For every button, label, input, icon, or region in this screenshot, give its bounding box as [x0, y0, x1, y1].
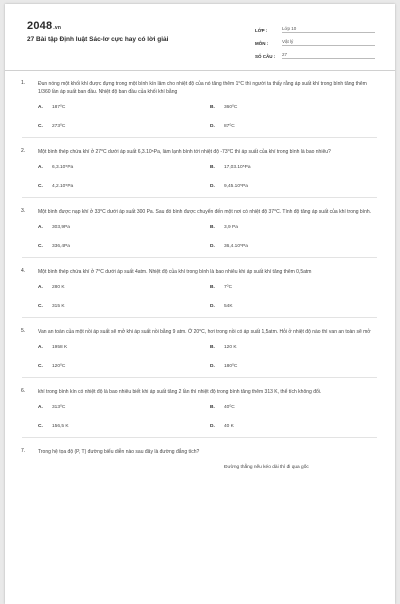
option-letter: D.	[210, 184, 215, 189]
question-number: 6.	[21, 388, 26, 394]
question-item	[5, 80, 395, 138]
option-text: 120 K	[224, 345, 237, 350]
answer-options	[38, 465, 377, 470]
option-letter: B.	[210, 345, 215, 350]
option-letter: C.	[38, 244, 43, 249]
answer-options	[38, 405, 377, 429]
question-item	[5, 448, 395, 470]
document-page	[5, 4, 395, 604]
question-list	[5, 80, 395, 470]
answer-options	[38, 285, 377, 309]
option-text: 156,5 K	[52, 424, 69, 429]
question-text: khí trong bình kín có nhiệt độ là bao nhiêu biết khi áp suất tăng 2 lần thì nhiệt độ trong bình tăng thêm 313 K, thể tích không đổi.	[38, 389, 322, 395]
option-text: 17,03.10⁵Pa	[224, 165, 251, 170]
meta-label: SỐ CÂU :	[255, 54, 276, 59]
answer-option-d[interactable]	[210, 364, 382, 369]
option-text: 120⁰C	[52, 364, 66, 369]
answer-option-a[interactable]	[38, 165, 210, 170]
answer-option-d[interactable]	[210, 184, 382, 189]
header-divider	[5, 70, 395, 71]
option-letter: D.	[210, 124, 215, 129]
option-letter: C.	[38, 184, 43, 189]
answer-option-d[interactable]	[210, 424, 382, 429]
option-letter: A.	[38, 225, 43, 230]
option-text: 273⁰C	[52, 124, 66, 129]
answer-option-a[interactable]	[38, 345, 210, 350]
option-letter: D.	[210, 244, 215, 249]
meta-value: Lớp 10	[282, 26, 375, 33]
question-text: Một bình thép chứa khí ở 27⁰C dưới áp suất 6,3.10⁵Pa, làm lạnh bình tới nhiệt độ -73⁰C thì áp suất của khí trong bình là bao nhiêu?	[38, 149, 331, 155]
meta-label: MÔN :	[255, 41, 269, 46]
answer-option-b[interactable]	[210, 405, 382, 410]
option-letter: B.	[210, 105, 215, 110]
question-divider	[22, 257, 377, 258]
answer-options	[38, 225, 377, 249]
option-letter: D.	[210, 364, 215, 369]
option-letter: C.	[38, 424, 43, 429]
meta-value: 27	[282, 52, 375, 59]
question-text: Van an toàn của một nồi áp suất sẽ mở khi áp suất nồi bằng 9 atm. Ở 20⁰C, hơi trong nồi có áp suất 1,5atm. Hỏi ở nhiệt độ nào thì van an toàn sẽ mở	[38, 329, 371, 335]
option-text: Đường thẳng nếu kéo dài thì đi qua gốc	[224, 465, 309, 470]
option-letter: C.	[38, 304, 43, 309]
answer-option-d[interactable]	[210, 124, 382, 129]
answer-option-a[interactable]	[38, 225, 210, 230]
option-text: 315 K	[52, 304, 65, 309]
option-text: 313⁰C	[52, 405, 66, 410]
option-letter: A.	[38, 345, 43, 350]
answer-options	[38, 345, 377, 369]
meta-label: LỚP :	[255, 28, 268, 33]
option-text: 40⁰C	[224, 405, 235, 410]
answer-option-c[interactable]	[38, 424, 210, 429]
answer-option-d[interactable]	[210, 244, 382, 249]
answer-option-b[interactable]	[210, 165, 382, 170]
answer-option-a[interactable]	[38, 405, 210, 410]
option-letter: D.	[210, 304, 215, 309]
question-number: 5.	[21, 328, 26, 334]
option-letter: B.	[210, 165, 215, 170]
option-text: 336,4Pa	[52, 244, 70, 249]
question-text: Một bình được nạp khí ở 33⁰C dưới áp suất 300 Pa. Sau đó bình được chuyển đến một nơi có nhiệt độ 37⁰C. Tính độ tăng áp suất của khí trong bình.	[38, 209, 372, 215]
question-number: 4.	[21, 268, 26, 274]
option-text: 9,45.10⁵Pa	[224, 184, 248, 189]
option-letter: B.	[210, 405, 215, 410]
logo-text: 2048	[27, 20, 53, 32]
question-item	[5, 328, 395, 378]
question-number: 1.	[21, 80, 26, 86]
question-text: Một bình thép chứa khí ở 7⁰C dưới áp suất 4atm. Nhiệt độ của khí trong bình là bao nhiêu khi áp suất khí tăng thêm 0,5atm	[38, 269, 312, 275]
answer-option-b[interactable]	[210, 465, 382, 470]
option-text: 3,9 Pa	[224, 225, 238, 230]
question-number: 2.	[21, 148, 26, 154]
question-divider	[22, 197, 377, 198]
site-logo[interactable]	[27, 20, 61, 32]
answer-option-c[interactable]	[38, 244, 210, 249]
question-number: 7.	[21, 448, 26, 454]
meta-row-class	[255, 20, 375, 33]
question-divider	[22, 137, 377, 138]
answer-option-b[interactable]	[210, 105, 382, 110]
answer-option-c[interactable]	[38, 184, 210, 189]
answer-options	[38, 105, 377, 129]
option-text: 87⁰C	[224, 124, 235, 129]
option-letter: A.	[38, 405, 43, 410]
option-letter: A.	[38, 285, 43, 290]
question-item	[5, 268, 395, 318]
question-divider	[22, 437, 377, 438]
answer-option-b[interactable]	[210, 345, 382, 350]
option-letter: A.	[38, 165, 43, 170]
option-text: 4,2.10⁵Pa	[52, 184, 74, 189]
option-letter: C.	[38, 364, 43, 369]
answer-option-c[interactable]	[38, 364, 210, 369]
option-text: 303,9Pa	[52, 225, 70, 230]
meta-row-count	[255, 46, 375, 59]
option-letter	[38, 465, 52, 470]
document-header	[5, 4, 395, 68]
option-text: 6,3.10⁵Pa	[52, 165, 74, 170]
option-letter: B.	[210, 225, 215, 230]
option-text: 7⁰C	[224, 285, 233, 290]
answer-option-b[interactable]	[210, 285, 382, 290]
answer-option-c[interactable]	[38, 124, 210, 129]
option-text: 280 K	[52, 285, 65, 290]
question-divider	[22, 377, 377, 378]
option-text: 40 K	[224, 424, 234, 429]
option-letter	[210, 465, 224, 470]
option-text: 360⁰C	[224, 105, 238, 110]
question-item	[5, 148, 395, 198]
option-letter: D.	[210, 424, 215, 429]
answer-option-a[interactable]	[38, 465, 210, 470]
question-item	[5, 208, 395, 258]
answer-option-a[interactable]	[38, 285, 210, 290]
answer-option-b[interactable]	[210, 225, 382, 230]
option-text: 1958 K	[52, 345, 68, 350]
option-text: 54K	[224, 304, 233, 309]
answer-options	[38, 165, 377, 189]
option-letter: A.	[38, 105, 43, 110]
option-letter: B.	[210, 285, 215, 290]
option-text: 187⁰C	[52, 105, 66, 110]
document-meta	[255, 20, 375, 59]
logo-tld: .vn	[53, 25, 62, 31]
question-divider	[22, 317, 377, 318]
answer-option-d[interactable]	[210, 304, 382, 309]
meta-row-subject	[255, 33, 375, 46]
question-item	[5, 388, 395, 438]
meta-value: Vật lý	[282, 39, 375, 46]
answer-option-c[interactable]	[38, 304, 210, 309]
option-text: 36,4.10⁵Pa	[224, 244, 248, 249]
option-letter: C.	[38, 124, 43, 129]
question-text: Trong hệ tọa độ (P, T) đường biểu diễn nào sau đây là đường đẳng tích?	[38, 449, 200, 455]
document-title: 27 Bài tập Định luật Sác-lơ cực hay có lời giải	[27, 36, 169, 43]
option-text: 180⁰C	[224, 364, 238, 369]
question-text: Đun nóng một khối khí được đựng trong một bình kín lâm cho nhiệt độ của nó tăng thêm 1⁰C thì người ta thấy rằng áp suất khí trong bình tăng thêm 1/360 lần áp suất ban đầu. Nhiệt độ ban đầu của khối khí bằng	[38, 81, 367, 95]
question-number: 3.	[21, 208, 26, 214]
answer-option-a[interactable]	[38, 105, 210, 110]
